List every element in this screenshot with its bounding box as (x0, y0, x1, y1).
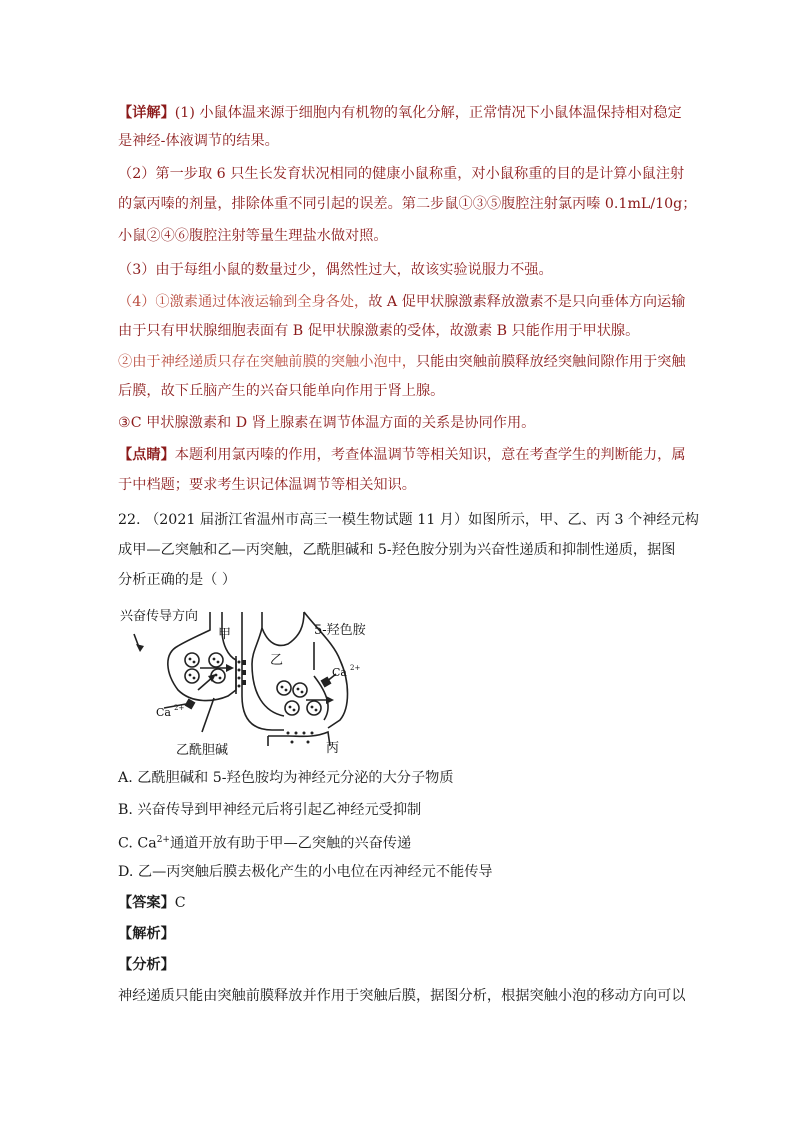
question-line-3: 分析正确的是（ ） (118, 572, 237, 588)
option-c-prefix: C. Ca (118, 835, 157, 852)
comment-line-1 (118, 445, 686, 465)
detail-line-3: （2）第一步取 6 只生长发育状况相同的健康小鼠称重，对小鼠称重的目的是计算小鼠注射 (118, 166, 685, 182)
option-c-sup: 2+ (156, 835, 170, 845)
detail-text-7b: 故 A 促甲状腺激素释放激素不是只向垂体方向运输 (368, 294, 686, 310)
synapse-svg (118, 604, 380, 758)
detail-tag: 【详解】 (118, 105, 175, 121)
comment-text-1: 本题利用氯丙嗪的作用，考查体温调节等相关知识，意在考查学生的判断能力，属 (174, 447, 686, 463)
detail-text-1: (1) 小鼠体温来源于细胞内有机物的氧化分解，正常情况下小鼠体温保持相对稳定 (174, 105, 682, 121)
option-b: B. 兴奋传导到甲神经元后将引起乙神经元受抑制 (118, 802, 422, 818)
analysis-tag: 【解析】 (118, 926, 175, 942)
question-line-2: 成甲—乙突触和乙—丙突触，乙酰胆碱和 5-羟色胺分别为兴奋性递质和抑制性递质，据图 (118, 542, 676, 558)
label-neuron-a: 甲 (218, 627, 232, 642)
analyze-tag: 【分析】 (118, 957, 175, 973)
analyze-line-1: 神经递质只能由突触前膜释放并作用于突触后膜，据图分析，根据突触小泡的移动方向可以 (118, 988, 686, 1004)
answer-value: C (174, 895, 186, 911)
detail-text-9b: 只能由突触前膜释放经突触间隙作用于突触 (415, 354, 686, 370)
option-a: A. 乙酰胆碱和 5-羟色胺均为神经元分泌的大分子物质 (118, 770, 454, 786)
detail-line-7 (118, 292, 686, 312)
label-calcium-right-charge: 2+ (350, 664, 361, 672)
question-line-1: 22. （2021 届浙江省温州市高三一模生物试题 11 月）如图所示，甲、乙、丙 3 个神经元构 (118, 512, 699, 528)
detail-line-1 (118, 103, 682, 123)
label-serotonin: 5-羟色胺 (314, 623, 366, 638)
label-acetylcholine: 乙酰胆碱 (176, 743, 229, 758)
detail-line-11: ③C 甲状腺激素和 D 肾上腺素在调节体温方面的关系是协同作用。 (118, 415, 536, 431)
label-calcium-left: Ca (156, 706, 171, 719)
label-calcium-left-charge: 2+ (174, 704, 185, 712)
detail-line-9 (118, 352, 686, 372)
answer-tag: 【答案】 (118, 895, 175, 911)
label-calcium-right: Ca (332, 666, 347, 679)
detail-text-7a: （4）①激素通过体液运输到全身各处， (118, 294, 369, 310)
detail-line-10: 后膜，故下丘脑产生的兴奋只能单向作用于肾上腺。 (118, 383, 445, 399)
option-c-text: 通道开放有助于甲—乙突触的兴奋传递 (169, 835, 412, 852)
detail-text-9a: ②由于神经递质只存在突触前膜的突触小泡中， (118, 354, 416, 370)
synapse-diagram (118, 604, 380, 758)
option-d: D. 乙—丙突触后膜去极化产生的小电位在丙神经元不能传导 (118, 864, 493, 880)
detail-line-4: 的氯丙嗪的剂量，排除体重不同引起的误差。第二步鼠①③⑤腹腔注射氯丙嗪 0.1mL/10g； (118, 196, 697, 212)
option-c (118, 830, 678, 854)
label-direction: 兴奋传导方向 (120, 609, 199, 624)
detail-line-8: 由于只有甲状腺细胞表面有 B 促甲状腺激素的受体，故激素 B 只能作用于甲状腺。 (118, 323, 640, 339)
label-neuron-b: 乙 (270, 653, 284, 668)
comment-tag: 【点睛】 (118, 447, 175, 463)
detail-line-2: 是神经-体液调节的结果。 (118, 133, 279, 149)
detail-line-5: 小鼠②④⑥腹腔注射等量生理盐水做对照。 (118, 228, 388, 244)
label-neuron-c: 丙 (326, 741, 340, 756)
detail-line-6: （3）由于每组小鼠的数量过少，偶然性过大，故该实验说服力不强。 (118, 262, 553, 278)
comment-line-2: 于中档题；要求考生识记体温调节等相关知识。 (118, 477, 416, 493)
answer-line (118, 893, 678, 913)
